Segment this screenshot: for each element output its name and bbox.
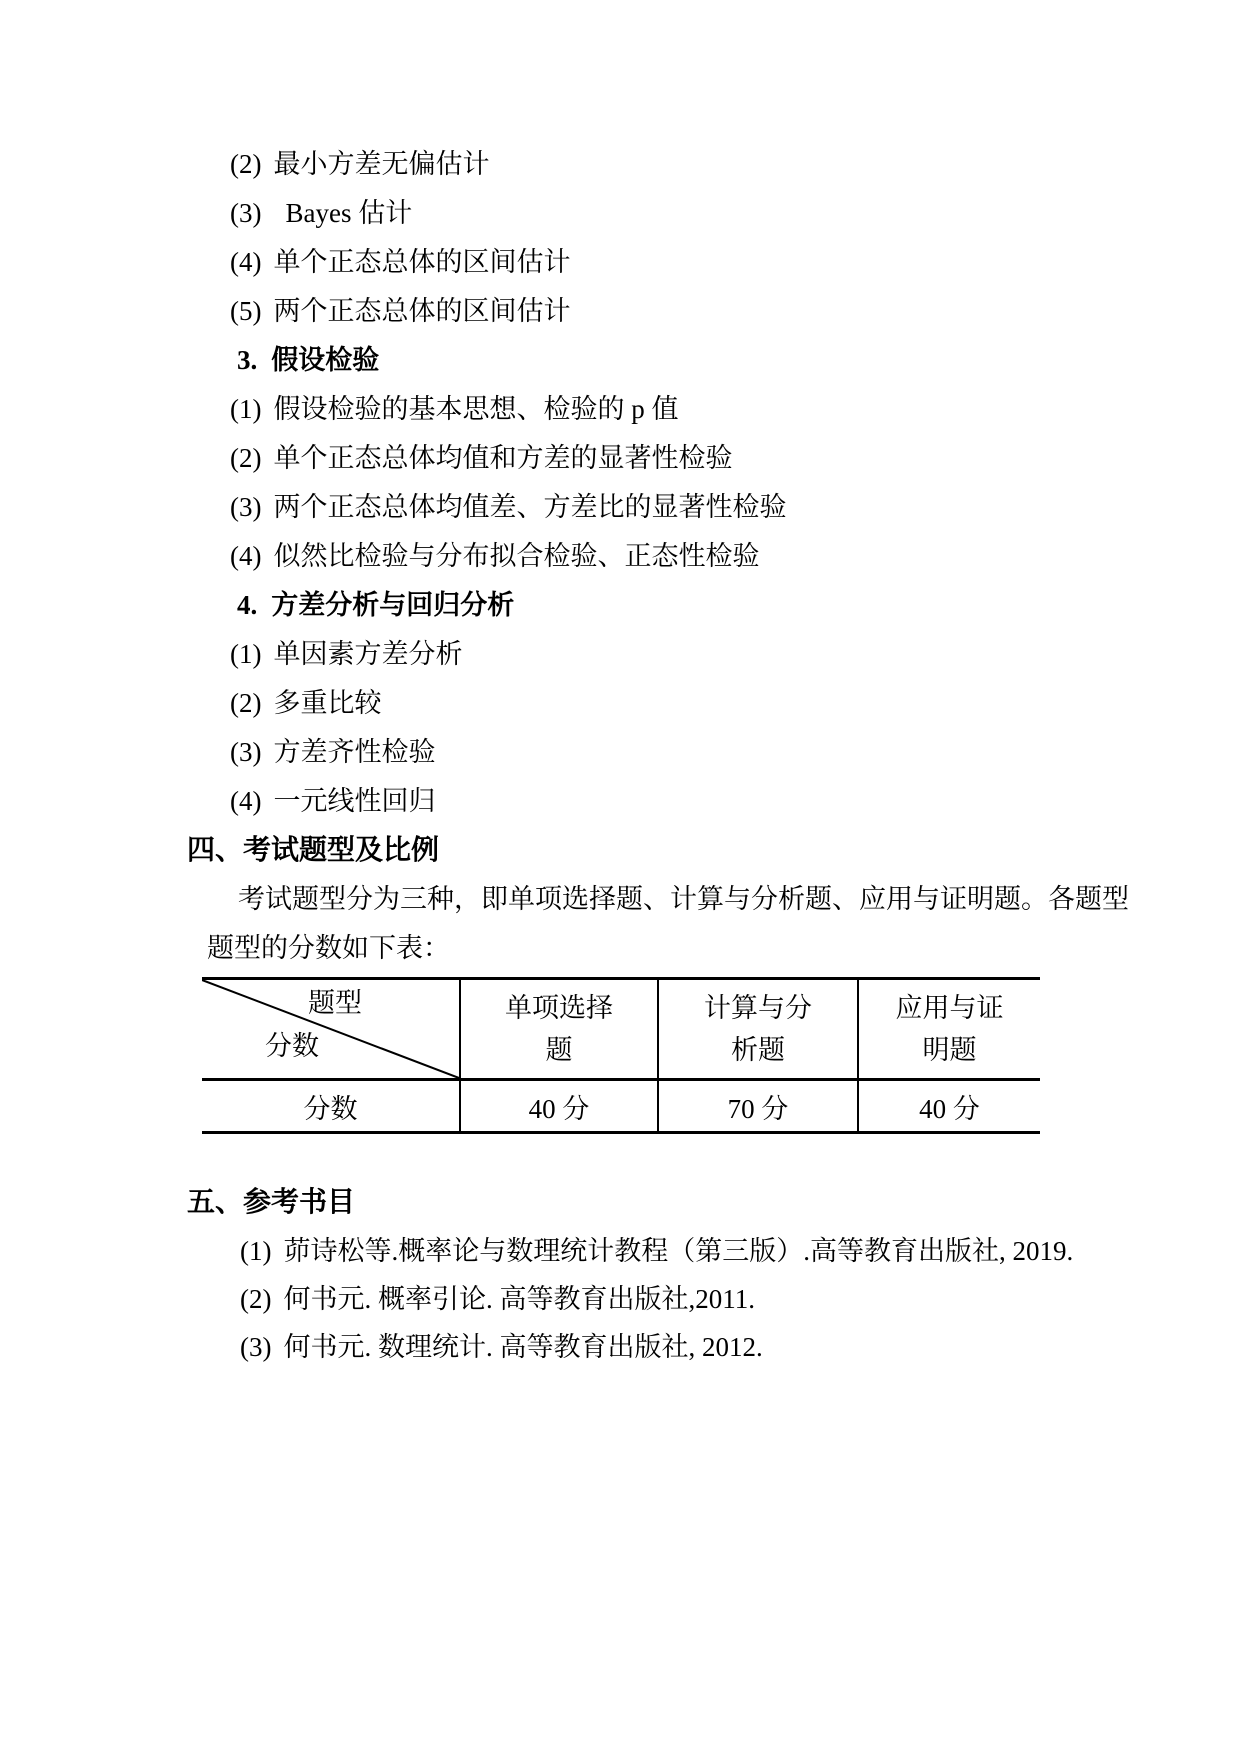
list-item (0, 238, 1240, 287)
item-text: 单个正态总体均值和方差的显著性检验 (273, 443, 733, 473)
list-item (0, 532, 1240, 581)
reference-item (0, 1275, 1240, 1323)
item-text: 单个正态总体的区间估计 (273, 247, 571, 277)
corner-label-question-type: 题型 (308, 988, 362, 1018)
subsection-heading-4 (0, 581, 1240, 630)
reference-item (0, 1227, 1240, 1275)
row-label-cell: 分数 (303, 1093, 358, 1124)
score-cell: 40 分 (857, 1081, 1040, 1131)
header-line: 析题 (731, 1035, 785, 1065)
list-item (0, 140, 1240, 189)
header-line: 应用与证 (895, 993, 1004, 1023)
reference-text: 何书元. 概率引论. 高等教育出版社,2011. (283, 1284, 755, 1314)
subsection-title: 方差分析与回归分析 (271, 590, 515, 620)
reference-number: (3) (240, 1332, 272, 1362)
section-heading-five: 五、参考书目 (187, 1187, 356, 1218)
item-text: 似然比检验与分布拟合检验、正态性检验 (273, 541, 760, 571)
reference-text: 茆诗松等.概率论与数理统计教程（第三版）.高等教育出版社, 2019. (283, 1236, 1074, 1266)
table-header-cell (857, 980, 1040, 1078)
subsection-heading-3 (0, 336, 1240, 385)
reference-number: (2) (240, 1284, 272, 1314)
item-text: 假设检验的基本思想、检验的 p 值 (273, 394, 679, 424)
paragraph-line: 考试题型分为三种，即单项选择题、计算与分析题、应用与证明题。各题型 (238, 884, 1129, 914)
list-item (0, 287, 1240, 336)
item-text: 单因素方差分析 (273, 639, 463, 669)
score-cell: 70 分 (657, 1081, 857, 1131)
section-heading-four: 四、考试题型及比例 (187, 835, 440, 866)
item-number: (3) (230, 492, 262, 522)
list-item (0, 483, 1240, 532)
item-text: 方差齐性检验 (273, 737, 436, 767)
table-header-cell (459, 980, 657, 1078)
list-item (0, 630, 1240, 679)
table-corner-cell (202, 980, 459, 1078)
item-text: 两个正态总体的区间估计 (273, 296, 571, 326)
list-item (0, 679, 1240, 728)
document-content (0, 140, 1240, 1371)
item-number: (4) (230, 786, 262, 816)
table-header-cell (657, 980, 857, 1078)
item-number: (4) (230, 247, 262, 277)
header-line: 单项选择 (505, 993, 613, 1023)
table-header-row (202, 980, 1040, 1081)
item-number: (2) (230, 688, 262, 718)
item-number: (3) (230, 737, 262, 767)
paragraph-line: 题型的分数如下表： (207, 933, 450, 963)
item-number: (1) (230, 639, 262, 669)
list-item (0, 434, 1240, 483)
list-item (0, 189, 1240, 238)
item-text: Bayes 估计 (285, 198, 413, 228)
item-number: (2) (230, 443, 262, 473)
header-line: 题 (545, 1035, 573, 1065)
list-item (0, 777, 1240, 826)
item-number: (5) (230, 296, 262, 326)
item-text: 一元线性回归 (273, 786, 436, 816)
item-number: (2) (230, 149, 262, 179)
subsection-title: 假设检验 (271, 345, 380, 375)
item-number: (4) (230, 541, 262, 571)
item-text: 多重比较 (273, 688, 382, 718)
score-table (202, 977, 1040, 1134)
list-item (0, 728, 1240, 777)
reference-item (0, 1323, 1240, 1371)
corner-label-score: 分数 (265, 1031, 319, 1061)
reference-text: 何书元. 数理统计. 高等教育出版社, 2012. (283, 1332, 763, 1362)
header-line: 明题 (922, 1035, 977, 1065)
reference-number: (1) (240, 1236, 272, 1266)
subsection-number: 4. (237, 590, 258, 620)
header-line: 计算与分 (704, 993, 812, 1023)
item-text: 两个正态总体均值差、方差比的显著性检验 (273, 492, 787, 522)
list-item (0, 385, 1240, 434)
item-number: (3) (230, 198, 262, 228)
subsection-number: 3. (237, 345, 258, 375)
table-data-row (202, 1081, 1040, 1131)
score-cell: 40 分 (459, 1081, 657, 1131)
item-number: (1) (230, 394, 262, 424)
item-text: 最小方差无偏估计 (273, 149, 490, 179)
